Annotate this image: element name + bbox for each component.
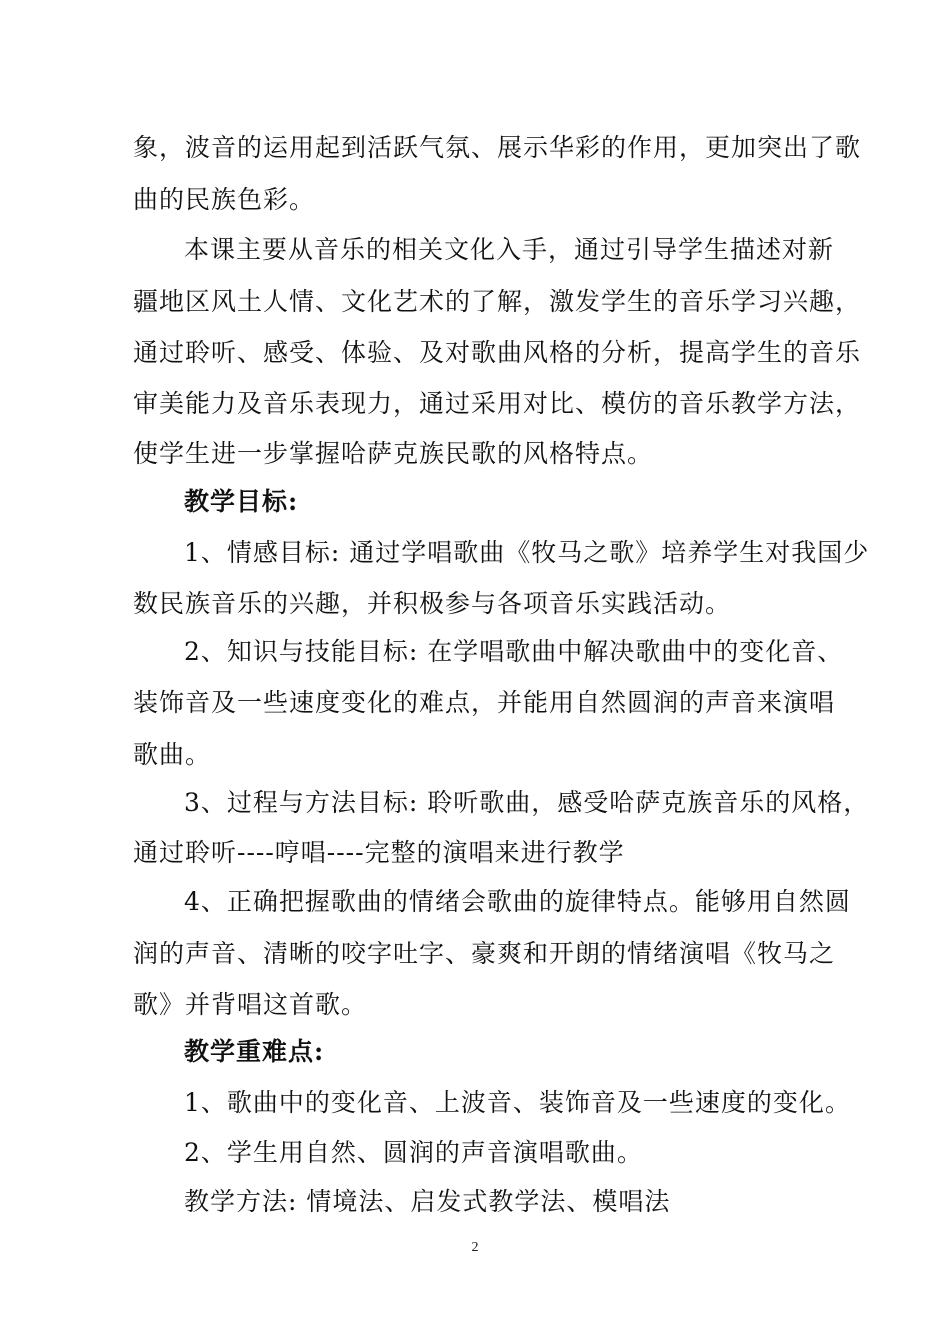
teaching-methods: 教学方法: 情境法、启发式教学法、模唱法 [184,1187,671,1216]
paragraph-line: 通过聆听、感受、体验、及对歌曲风格的分析，提高学生的音乐 [133,338,862,367]
section-heading-difficulties: 教学重难点: [184,1037,325,1066]
objective-line: 通过聆听----哼唱----完整的演唱来进行教学 [133,838,625,867]
objective-line: 2、知识与技能目标: 在学唱歌曲中解决歌曲中的变化音、 [184,637,844,666]
paragraph-line: 审美能力及音乐表现力，通过采用对比、模仿的音乐教学方法， [133,389,862,418]
paragraph-line: 象，波音的运用起到活跃气氛、展示华彩的作用，更加突出了歌 [133,133,862,162]
page-number: 2 [471,1240,479,1255]
objective-line: 装饰音及一些速度变化的难点，并能用自然圆润的声音来演唱 [133,688,836,717]
objective-line: 歌》并背唱这首歌。 [133,990,368,1019]
objective-line: 歌曲。 [133,740,212,769]
paragraph-line: 使学生进一步掌握哈萨克族民歌的风格特点。 [133,439,654,468]
objective-line: 数民族音乐的兴趣，并积极参与各项音乐实践活动。 [133,589,732,618]
objective-line: 1、情感目标: 通过学唱歌曲《牧马之歌》培养学生对我国少 [184,538,870,567]
objective-line: 3、过程与方法目标: 聆听歌曲，感受哈萨克族音乐的风格， [184,788,870,817]
paragraph-line: 曲的民族色彩。 [133,185,316,214]
objective-line: 4、正确把握歌曲的情绪会歌曲的旋律特点。能够用自然圆 [184,887,851,916]
paragraph-line: 疆地区风土人情、文化艺术的了解，激发学生的音乐学习兴趣， [133,287,862,316]
difficulty-item: 2、学生用自然、圆润的声音演唱歌曲。 [184,1138,643,1167]
paragraph-line: 本课主要从音乐的相关文化入手，通过引导学生描述对新 [184,235,835,264]
objective-line: 润的声音、清晰的咬字吐字、豪爽和开朗的情绪演唱《牧马之 [133,939,836,968]
section-heading-objectives: 教学目标: [184,487,299,516]
difficulty-item: 1、歌曲中的变化音、上波音、装饰音及一些速度的变化。 [184,1088,851,1117]
